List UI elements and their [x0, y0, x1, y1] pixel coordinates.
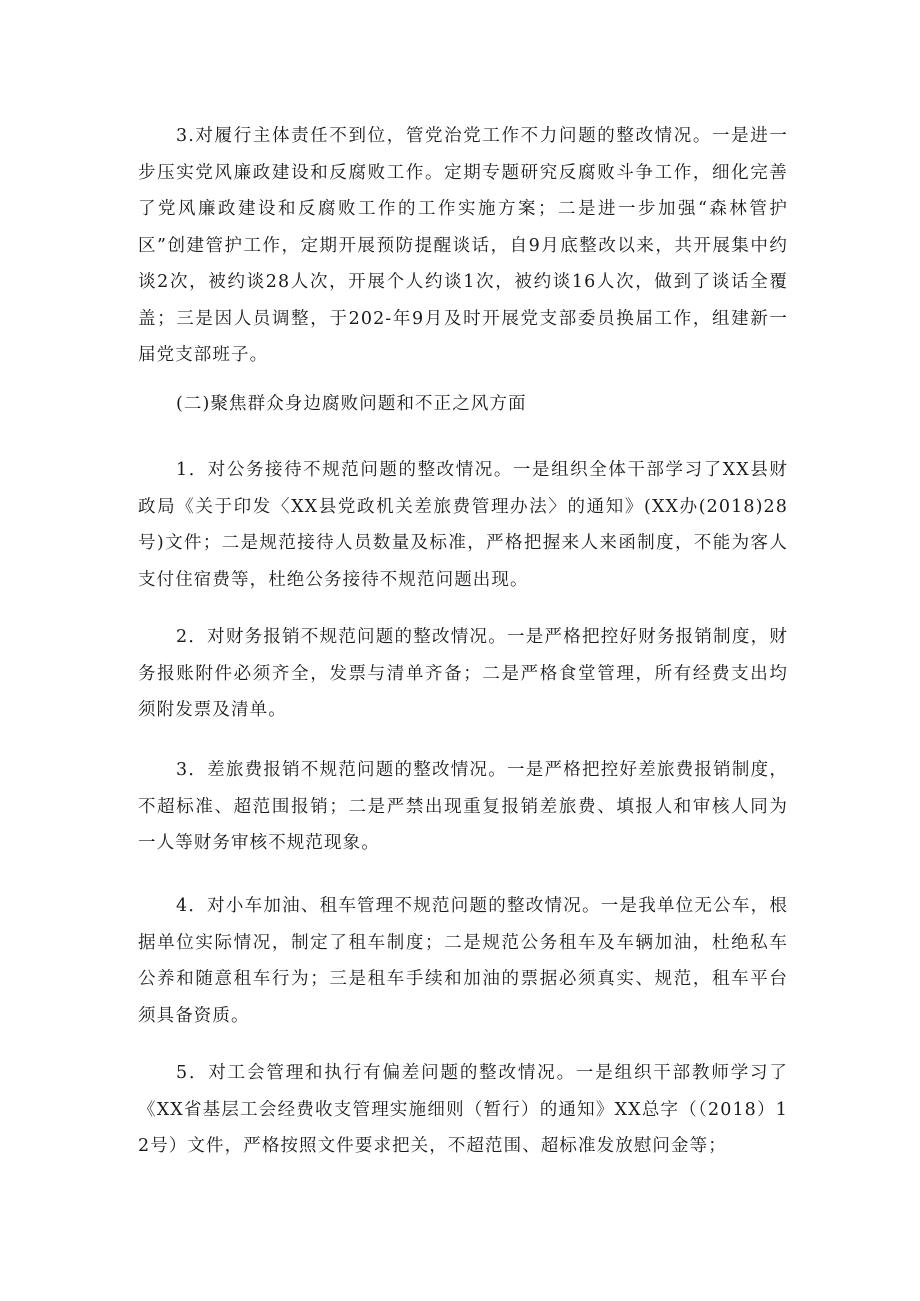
paragraph-travel-expenses: 3．差旅费报销不规范问题的整改情况。一是严格把控好差旅费报销制度，不超标准、超范围报销；二是严禁出现重复报销差旅费、填报人和审核人同为一人等财务审核不规范现象。: [138, 760, 788, 853]
paragraph-financial-reimbursement: 2．对财务报销不规范问题的整改情况。一是严格把控好财务报销制度，财务报账附件必须齐全，发票与清单齐备；二是严格食堂管理，所有经费支出均须附发票及清单。: [138, 627, 788, 720]
paragraph-official-reception: 1．对公务接待不规范问题的整改情况。一是组织全体干部学习了XX县财政局《关于印发〈XX县党政机关差旅费管理办法〉的通知》(XX办(2018)28号)文件；二是规范接待人员数量及标准，严格把握来人来函制度，不能为客人支付住宿费等，杜绝公务接待不规范问题出现。: [138, 460, 788, 590]
section-heading-corruption: (二)聚焦群众身边腐败问题和不正之风方面: [176, 394, 527, 414]
paragraph-vehicle-management: 4．对小车加油、租车管理不规范问题的整改情况。一是我单位无公车，根据单位实际情况，制定了租车制度；二是规范公务租车及车辆加油，杜绝私车公养和随意租车行为；三是租车手续和加油的票据必须真实、规范，租车平台须具备资质。: [138, 896, 788, 1026]
paragraph-union-management: 5．对工会管理和执行有偏差问题的整改情况。一是组织干部教师学习了《XX省基层工会经费收支管理实施细则（暂行）的通知》XX总字（（2018）12号）文件，严格按照文件要求把关，不超范围、超标准发放慰问金等；: [138, 1063, 788, 1156]
paragraph-main-responsibility: 3.对履行主体责任不到位，管党治党工作不力问题的整改情况。一是进一步压实党风廉政建设和反腐败工作。定期专题研究反腐败斗争工作，细化完善了党风廉政建设和反腐败工作的工作实施方案；二是进一步加强“森林管护区”创建管护工作，定期开展预防提醒谈话，自9月底整改以来，共开展集中约谈2次，被约谈28人次，开展个人约谈1次，被约谈16人次，做到了谈话全覆盖；三是因人员调整，于202-年9月及时开展党支部委员换届工作，组建新一届党支部班子。: [138, 126, 788, 365]
